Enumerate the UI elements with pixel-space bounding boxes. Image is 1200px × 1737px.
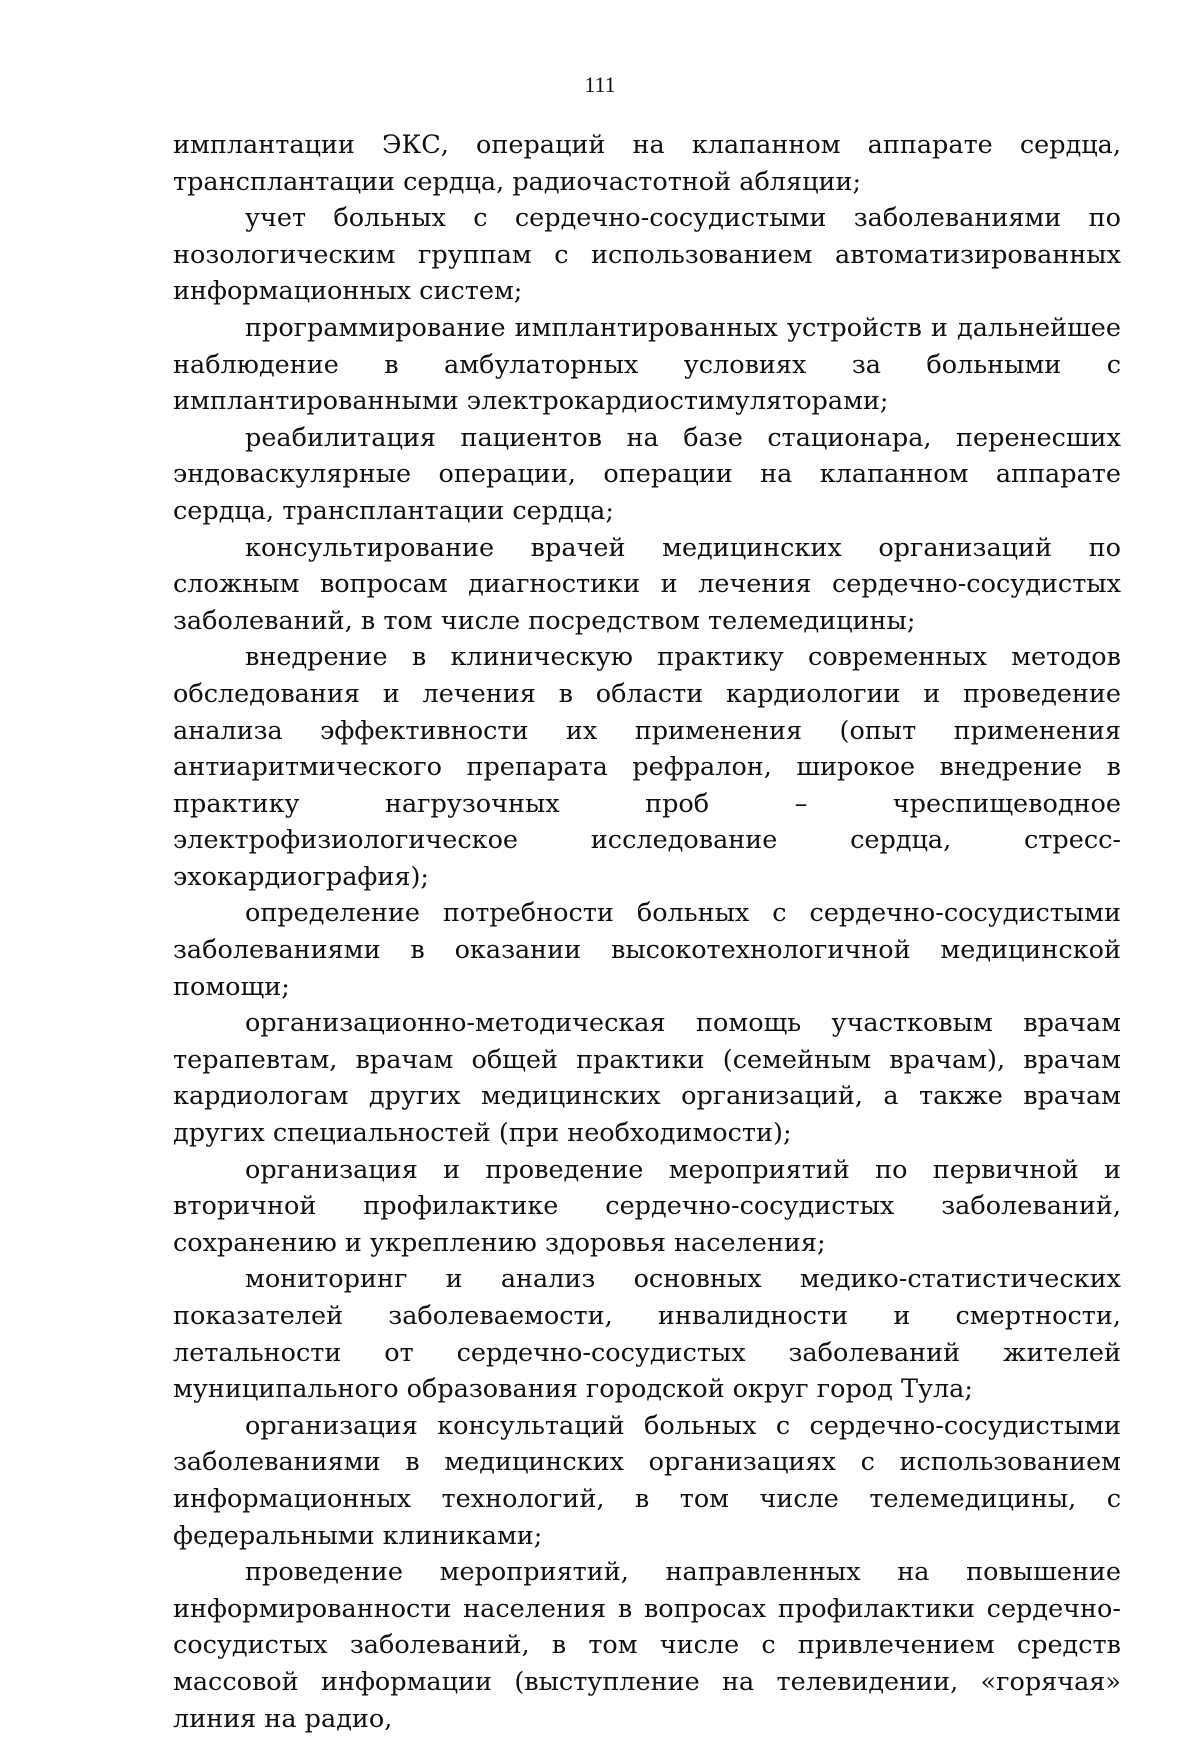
document-body bbox=[173, 127, 1121, 1737]
paragraph-needs-assessment: определение потребности больных с сердечно-сосудистыми заболеваниями в оказании высокотехнологичной медицинской помощи; bbox=[173, 898, 1121, 1002]
paragraph-prevention: организация и проведение мероприятий по первичной и вторичной профилактике сердечно-сосудистых заболеваний, сохранению и укреплению здоровья населения; bbox=[173, 1154, 1121, 1258]
page-number: 111 bbox=[584, 72, 616, 97]
paragraph-clinical-practice: внедрение в клиническую практику современных методов обследования и лечения в области кардиологии и проведение анализа эффективности их применения (опыт применения антиаритмического препарата рефралон, широкое внедрение в практику нагрузочных проб – чреспищеводное электрофизиологическое исследование сердца, стресс-эхокардиография); bbox=[173, 642, 1121, 892]
paragraph-continuation: имплантации ЭКС, операций на клапанном аппарате сердца, трансплантации сердца, радиочастотной абляции; bbox=[173, 130, 1121, 197]
paragraph-device-programming: программирование имплантированных устройств и дальнейшее наблюдение в амбулаторных условиях за больными с имплантированными электрокардиостимуляторами; bbox=[173, 312, 1121, 417]
paragraph-monitoring: мониторинг и анализ основных медико-статистических показателей заболеваемости, инвалидности и смертности, летальности от сердечно-сосудистых заболеваний жителей муниципального образования городской округ город Тула; bbox=[173, 1264, 1121, 1405]
paragraph-rehabilitation: реабилитация пациентов на базе стационара, перенесших эндоваскулярные операции, операции на клапанном аппарате сердца, трансплантации сердца; bbox=[173, 422, 1121, 526]
paragraph-patient-registry: учет больных с сердечно-сосудистыми заболеваниями по нозологическим группам с использованием автоматизированных информационных систем; bbox=[173, 203, 1121, 307]
paragraph-telemedicine: организация консультаций больных с сердечно-сосудистыми заболеваниями в медицинских организациях с использованием информационных технологий, в том числе телемедицины, с федеральными клиниками; bbox=[173, 1410, 1121, 1551]
paragraph-consulting: консультирование врачей медицинских организаций по сложным вопросам диагностики и лечения сердечно-сосудистых заболеваний, в том числе посредством телемедицины; bbox=[173, 532, 1121, 636]
paragraph-awareness: проведение мероприятий, направленных на повышение информированности населения в вопросах профилактики сердечно-сосудистых заболеваний, в том числе с привлечением средств массовой информации (выступление на телевидении, «горячая» линия на радио, bbox=[173, 1557, 1121, 1734]
paragraph-methodical-help: организационно-методическая помощь участковым врачам терапевтам, врачам общей практики (семейным врачам), врачам кардиологам других медицинских организаций, а также врачам других специальностей (при необходимости); bbox=[173, 1008, 1121, 1149]
